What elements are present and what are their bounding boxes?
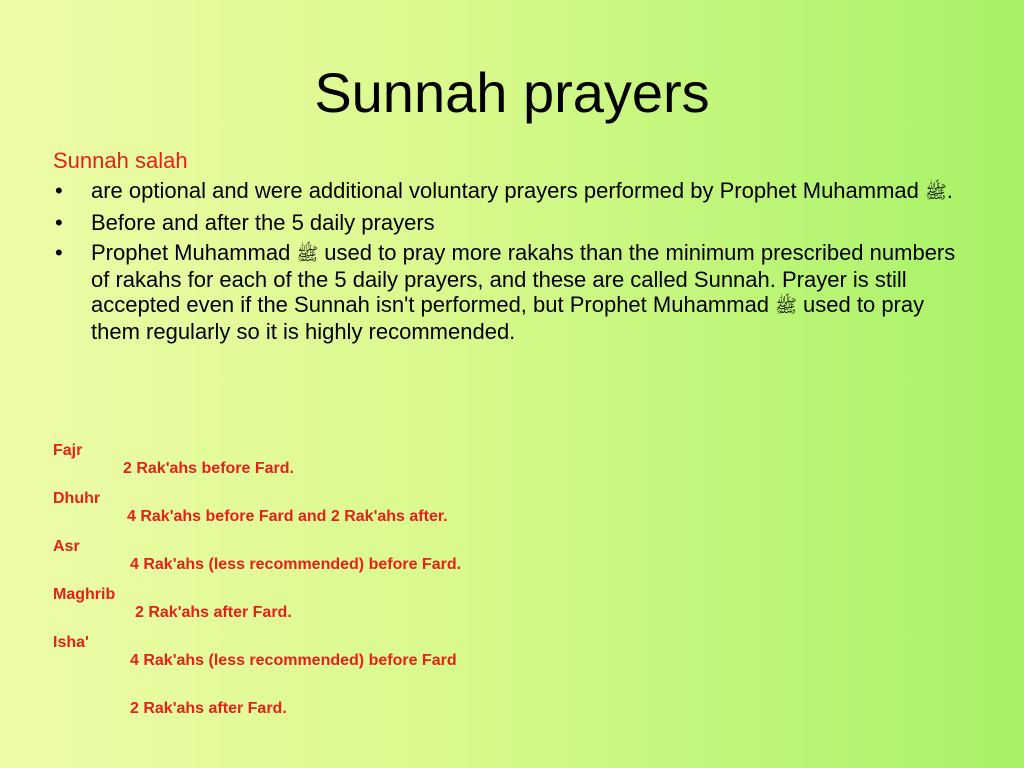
prayer-name: Isha' [53, 634, 89, 651]
prayer-schedule [53, 424, 953, 717]
schedule-row-fajr [53, 424, 953, 477]
schedule-row-isha-after [53, 664, 953, 717]
bullet-item [53, 178, 973, 205]
bullet-text: Before and after the 5 daily prayers [91, 210, 435, 235]
prayer-detail: 4 Rak'ahs before Fard and 2 Rak'ahs after. [127, 508, 448, 525]
prayer-name: Asr [53, 538, 80, 555]
prayer-detail: 4 Rak'ahs (less recommended) before Fard [130, 652, 457, 669]
bullet-item [53, 240, 973, 344]
bullet-text: are optional and were additional voluntary prayers performed by Prophet Muhammad [91, 178, 926, 203]
bullet-text: used to pray them regularly so it is highly recommended. [91, 292, 925, 344]
schedule-row-asr [53, 520, 953, 573]
schedule-row-dhuhr [53, 472, 953, 525]
bullet-text: used to pray more rakahs than the minimum prescribed numbers of rakahs for each of the 5 daily prayers, and these are called Sunnah. Prayer is still accepted even if the Sunnah isn't performed, but Prophet Muhammad [91, 240, 956, 317]
prayer-detail: 2 Rak'ahs after Fard. [135, 604, 292, 621]
prayer-detail: 4 Rak'ahs (less recommended) before Fard. [130, 556, 462, 573]
bullet-icon: • [55, 178, 63, 203]
prayer-name: Dhuhr [53, 490, 101, 507]
prayer-name: Fajr [53, 442, 83, 459]
pbuh-icon: ﷺ [775, 296, 797, 316]
slide-title: Sunnah prayers [314, 61, 710, 124]
pbuh-icon: ﷺ [296, 244, 319, 264]
schedule-row-maghrib [53, 568, 953, 621]
bullet-text: Prophet Muhammad [91, 240, 297, 265]
prayer-name: Maghrib [53, 586, 116, 603]
bullet-icon: • [55, 240, 63, 265]
prayer-detail: 2 Rak'ahs after Fard. [130, 700, 287, 717]
bullet-text: . [946, 178, 953, 203]
section-heading: Sunnah salah [53, 148, 188, 173]
bullet-icon: • [55, 210, 63, 235]
bullet-list [53, 178, 973, 349]
pbuh-icon: ﷺ [925, 182, 947, 202]
prayer-detail: 2 Rak'ahs before Fard. [123, 460, 294, 477]
bullet-item [53, 210, 973, 235]
schedule-row-isha [53, 616, 953, 669]
